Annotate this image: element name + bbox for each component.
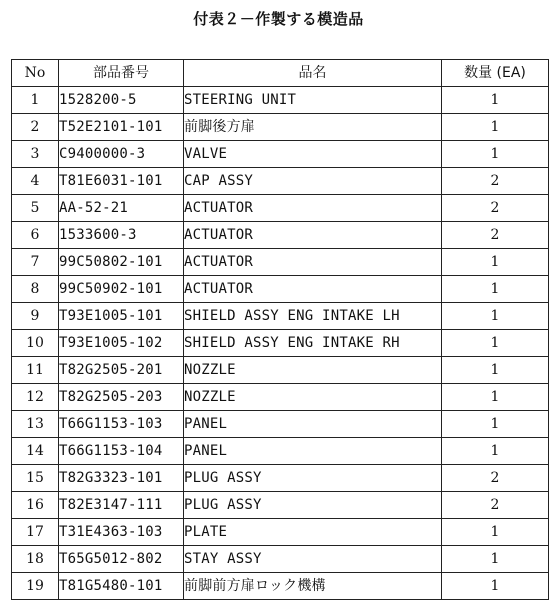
table-row [12,330,549,357]
part-name: 前脚後方扉 [184,114,442,141]
table-row [12,141,549,168]
part-name: PLUG ASSY [184,492,442,519]
part-number: T81E6031-101 [59,168,184,195]
quantity: 1 [442,87,549,114]
part-name: ACTUATOR [184,276,442,303]
table-row [12,546,549,573]
part-name: ACTUATOR [184,222,442,249]
row-number: 16 [12,492,59,519]
quantity: 1 [442,276,549,303]
table-row [12,276,549,303]
part-name: SHIELD ASSY ENG INTAKE LH [184,303,442,330]
table-row [12,573,549,600]
part-number: 99C50902-101 [59,276,184,303]
part-number: AA-52-21 [59,195,184,222]
quantity: 1 [442,141,549,168]
part-number: T65G5012-802 [59,546,184,573]
part-name: PLUG ASSY [184,465,442,492]
row-number: 15 [12,465,59,492]
part-name: CAP ASSY [184,168,442,195]
header-row [12,60,549,87]
header-part-number: 部品番号 [59,60,184,87]
table-row [12,492,549,519]
quantity: 1 [442,357,549,384]
table-row [12,114,549,141]
quantity: 1 [442,519,549,546]
row-number: 18 [12,546,59,573]
row-number: 4 [12,168,59,195]
row-number: 14 [12,438,59,465]
header-quantity: 数量 (EA) [442,60,549,87]
table-header [12,60,549,87]
parts-table [11,59,549,600]
document-title: 付表２－作製する模造品 [193,10,364,28]
row-number: 17 [12,519,59,546]
row-number: 11 [12,357,59,384]
part-name: STAY ASSY [184,546,442,573]
table-row [12,195,549,222]
quantity: 2 [442,465,549,492]
part-name: NOZZLE [184,384,442,411]
part-number: T82G2505-203 [59,384,184,411]
quantity: 1 [442,546,549,573]
part-number: T82G2505-201 [59,357,184,384]
part-number: T81G5480-101 [59,573,184,600]
quantity: 2 [442,492,549,519]
part-number: T82E3147-111 [59,492,184,519]
part-number: T93E1005-102 [59,330,184,357]
row-number: 9 [12,303,59,330]
part-number: 1528200-5 [59,87,184,114]
quantity: 2 [442,195,549,222]
quantity: 2 [442,168,549,195]
quantity: 1 [442,330,549,357]
part-name: PANEL [184,438,442,465]
quantity: 1 [442,438,549,465]
part-name: STEERING UNIT [184,87,442,114]
table-body [12,87,549,600]
header-no: No [12,60,59,87]
quantity: 1 [442,249,549,276]
row-number: 2 [12,114,59,141]
part-number: T66G1153-103 [59,411,184,438]
part-name: SHIELD ASSY ENG INTAKE RH [184,330,442,357]
table-row [12,411,549,438]
table-row [12,465,549,492]
part-number: T93E1005-101 [59,303,184,330]
quantity: 1 [442,411,549,438]
part-name: ACTUATOR [184,249,442,276]
quantity: 1 [442,114,549,141]
part-name: PLATE [184,519,442,546]
row-number: 10 [12,330,59,357]
row-number: 5 [12,195,59,222]
table-row [12,168,549,195]
table-row [12,357,549,384]
row-number: 12 [12,384,59,411]
table-row [12,222,549,249]
part-name: ACTUATOR [184,195,442,222]
part-number: T52E2101-101 [59,114,184,141]
row-number: 7 [12,249,59,276]
quantity: 1 [442,303,549,330]
part-number: T66G1153-104 [59,438,184,465]
table-row [12,87,549,114]
table-row [12,438,549,465]
row-number: 1 [12,87,59,114]
row-number: 3 [12,141,59,168]
part-name: 前脚前方扉ロック機構 [184,573,442,600]
quantity: 2 [442,222,549,249]
table-row [12,384,549,411]
quantity: 1 [442,573,549,600]
row-number: 13 [12,411,59,438]
row-number: 19 [12,573,59,600]
table-row [12,519,549,546]
part-name: PANEL [184,411,442,438]
part-number: C9400000-3 [59,141,184,168]
part-name: VALVE [184,141,442,168]
header-name: 品名 [184,60,442,87]
quantity: 1 [442,384,549,411]
part-number: 99C50802-101 [59,249,184,276]
part-name: NOZZLE [184,357,442,384]
part-number: T31E4363-103 [59,519,184,546]
part-number: 1533600-3 [59,222,184,249]
table-row [12,303,549,330]
part-number: T82G3323-101 [59,465,184,492]
row-number: 8 [12,276,59,303]
table-row [12,249,549,276]
row-number: 6 [12,222,59,249]
